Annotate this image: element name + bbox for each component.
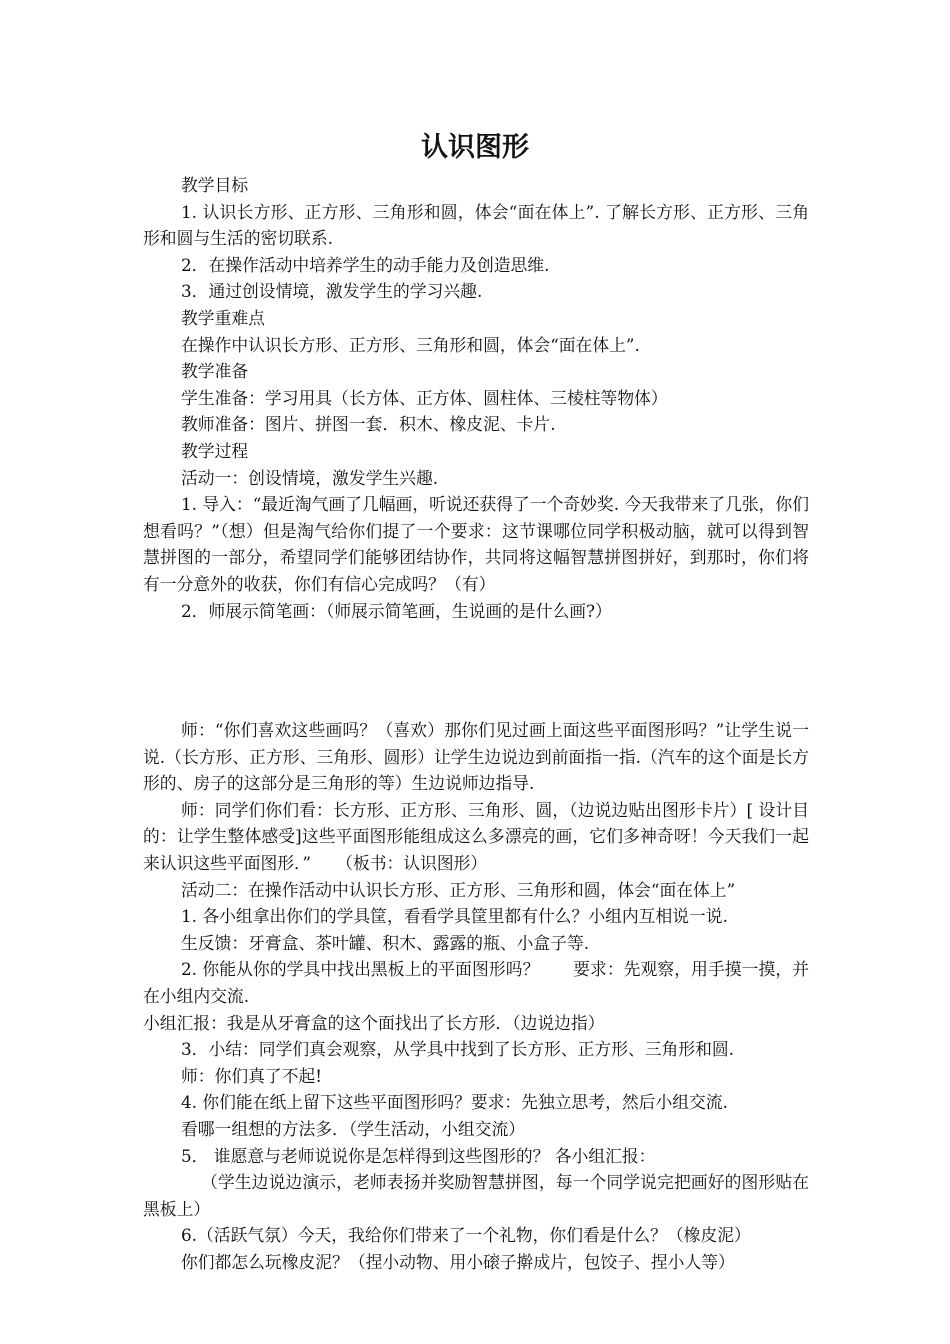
activity-2-heading: 活动二：在操作活动中认识长方形、正方形、三角形和圆，体会“面在体上” (181, 879, 736, 900)
section-heading-key-points: 教学重难点 (181, 307, 265, 328)
objective-1: 1. 认识长方形、正方形、三角形和圆，体会“面在体上”. 了解长方形、正方形、三角形和圆与生活的密切联系. (143, 201, 809, 249)
teacher-question: 师：“你们喜欢这些画吗？（喜欢）那你们见过画上面这些平面图形吗？”让学生说一说.（长方形、正方形、三角形、圆形）让学生边说边到前面指一指.（汽车的这个面是长方形的、房子的这部分是三角形的等）生边说师边指导. (143, 720, 809, 794)
objective-2: 2．在操作活动中培养学生的动手能力及创造思维. (181, 254, 550, 275)
teacher-summary: 师：同学们你们看：长方形、正方形、三角形、圆，（边说边贴出图形卡片）[ 设计目的：让学生整体感受]这些平面图形能组成这么多漂亮的画，它们多神奇呀！今天我们一起来认识这些平面图形．” （板书：认识图形） (143, 799, 809, 874)
activity-1-intro: 1. 导入：“最近淘气画了几幅画，听说还获得了一个奇妙奖. 今天我带来了几张，你们想看吗？”（想）但是淘气给你们提了一个要求：这节课哪位同学积极动脑，就可以得到智慧拼图的一部分，希望同学们能够团结协作，共同将这幅智慧拼图拼好，到那时，你们将有一分意外的收获，你们有信心完成吗？（有） (143, 494, 809, 594)
section-heading-objectives: 教学目标 (181, 175, 249, 195)
group-report: 小组汇报：我是从牙膏盒的这个面找出了长方形．（边说边指） (143, 1012, 605, 1033)
student-feedback: 生反馈：牙膏盒、茶叶罐、积木、露露的瓶、小盒子等. (181, 932, 590, 953)
key-points-text: 在操作中认识长方形、正方形、三角形和圆，体会“面在体上”. (181, 334, 640, 355)
teacher-preparation: 教师准备：图片、拼图一套．积木、橡皮泥、卡片. (181, 414, 556, 435)
drawing-placeholder (143, 624, 809, 717)
student-preparation: 学生准备：学习用具（长方体、正方体、圆柱体、三棱柱等物体） (181, 387, 668, 408)
activity-1-drawing: 2．师展示简笔画：（师展示简笔画，生说画的是什么画?） (181, 600, 612, 621)
student-demonstration: （学生边说边演示，老师表扬并奖励智慧拼图，每一个同学说完把画好的图形贴在黑板上） (143, 1172, 809, 1219)
activity-2-step-4: 4. 你们能在纸上留下这些平面图形吗？要求：先独立思考，然后小组交流. (181, 1092, 728, 1113)
group-methods: 看哪一组想的方法多．（学生活动，小组交流） (181, 1119, 526, 1139)
objective-3: 3．通过创设情境，激发学生的学习兴趣. (181, 281, 483, 302)
play-dough-question: 你们都怎么玩橡皮泥？（捏小动物、用小磙子擀成片，包饺子、捏小人等） (181, 1251, 735, 1272)
document-title: 认识图形 (421, 132, 529, 163)
activity-2-step-2: 2. 你能从你的学具中找出黑板上的平面图形吗？ 要求：先观察，用手摸一摸，并在小组内交流. (143, 959, 809, 1007)
activity-2-step-5: 5． 谁愿意与老师说说你是怎样得到这些图形的？ 各小组汇报： (181, 1145, 656, 1166)
teacher-praise: 师：你们真了不起! (181, 1065, 322, 1086)
activity-2-step-3: 3．小结：同学们真会观察，从学具中找到了长方形、正方形、三角形和圆. (181, 1039, 735, 1060)
activity-1-heading: 活动一：创设情境，激发学生兴趣. (181, 467, 439, 488)
activity-2-step-6: 6.（活跃气氛）今天，我给你们带来了一个礼物，你们看是什么？（橡皮泥） (181, 1225, 751, 1246)
activity-2-step-1: 1. 各小组拿出你们的学具筐，看看学具筐里都有什么？小组内互相说一说. (181, 906, 728, 927)
section-heading-process: 教学过程 (181, 440, 249, 461)
document-body (143, 172, 809, 1276)
section-heading-preparation: 教学准备 (181, 361, 249, 382)
